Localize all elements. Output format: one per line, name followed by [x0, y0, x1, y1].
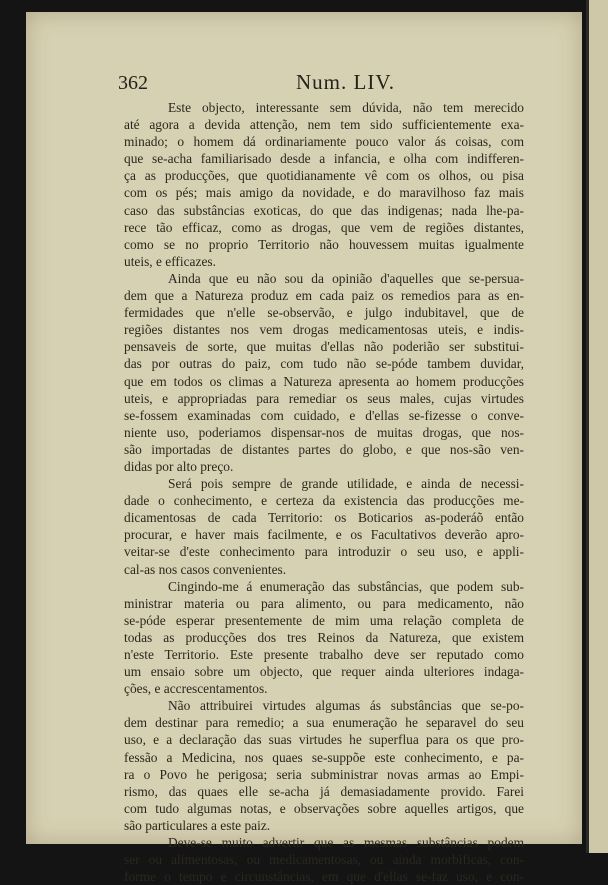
text-line: Deve-se muito advertir que as mesmas substâncias podem	[168, 835, 524, 851]
text-line: veitar-se d'este conhecimento para introduzir o seu uso, e appli-	[124, 544, 524, 560]
text-line: didas por alto preço.	[124, 458, 234, 474]
text-line: se-póde esperar presentemente de mim uma relação completa de	[124, 612, 524, 628]
text-line: minado; o homem dá ordinariamente pouco valor ás coisas, com	[124, 134, 524, 150]
text-line: Cingindo-me á enumeração das substâncias, que podem sub-	[168, 578, 524, 594]
text-line: que em todos os climas a Natureza apresenta ao homem producções	[124, 373, 524, 389]
text-line: uso, e a declaração das suas virtudes he superflua para os que pro-	[124, 732, 524, 748]
text-line: são importadas de distantes partes do globo, e que nos-são ven-	[124, 441, 524, 457]
text-line: se-fossem examinadas com cuidado, e d'ellas se-fizesse o conve-	[124, 407, 524, 423]
text-line: Este objecto, interessante sem dúvida, não tem merecido	[168, 100, 524, 115]
text-line: um ensaio sobre um objecto, que requer ainda ulteriores indaga-	[124, 664, 524, 680]
text-line: Será pois sempre de grande utilidade, e ainda de necessi-	[168, 476, 524, 492]
text-line: ções, e accrescentamentos.	[124, 681, 268, 697]
text-line: fessão a Medicina, nos quaes se-suppõe este conhecimento, e pa-	[124, 749, 524, 765]
text-line: rece tão efficaz, como as drogas, que vem de regiões distantes,	[124, 219, 524, 235]
text-line: niente uso, poderiamos dispensar-nos de muitas drogas, que nos-	[124, 424, 524, 440]
text-line: ra o Povo he perigosa; seria subministrar novas armas ao Empi-	[124, 766, 524, 782]
text-line: uteis, e appropriadas para remediar os seus males, cujas virtudes	[124, 390, 524, 406]
text-line: n'este Territorio. Este presente trabalho deve ser reputado como	[124, 647, 524, 662]
text-line: pensaveis de sorte, que muitas d'ellas não poderião ser substitui-	[124, 339, 524, 355]
text-line: cal-as nos casos convenientes.	[124, 561, 287, 577]
text-line: rismo, das quaes elle se-acha já demasiadamente provido. Farei	[124, 783, 524, 799]
running-head: Num. LIV.	[296, 70, 396, 94]
page-number: 362	[118, 72, 148, 94]
text-line: como se no proprio Territorio não houvessem muitas igualmente	[124, 236, 524, 252]
text-line: até agora a devida attenção, nem tem sido sufficientemente exa-	[124, 117, 524, 133]
text-line: ça as producções, que quotidianamente vê com os olhos, ou pisa	[124, 168, 524, 184]
text-line: dem que a Natureza produz em cada paiz os remedios para as en-	[124, 288, 524, 304]
text-line: Não attribuirei virtudes algumas ás substâncias que se-po-	[168, 698, 524, 714]
text-line: todas as producções dos tres Reinos da Natureza, que existem	[124, 629, 524, 645]
text-line: dade o conhecimento, e certeza da existencia das producções me-	[124, 493, 524, 509]
text-line: com tudo algumas notas, e observações sobre aquelles artigos, que	[124, 800, 524, 816]
text-line: Ainda que eu não sou da opinião d'aquelles que se-persua-	[168, 270, 524, 286]
text-line: dem destinar para remedio; a sua enumeração he separavel do seu	[124, 715, 524, 731]
text-line: com os pés; mais amigo da novidade, e do maravilhoso faz mais	[124, 185, 524, 201]
adjacent-page-edge	[586, 0, 608, 853]
text-line: que se-acha familiarisado desde a infancia, e olha com indifferen-	[124, 151, 524, 167]
text-line: uteis, e efficazes.	[124, 253, 216, 269]
text-line: procurar, e haver mais facilmente, e os Facultativos deverão apro-	[124, 527, 524, 543]
text-line: ministrar materia ou para alimento, ou para medicamento, não	[124, 595, 524, 611]
text-line: regiões distantes nos vem drogas medicamentosas uteis, e indis-	[124, 322, 524, 338]
text-line: forme o tempo e circunstâncias, em que d'ellas se-faz uso, e con-	[124, 869, 524, 885]
text-line: caso das substâncias exoticas, do que das indigenas; nada lhe-pa-	[124, 202, 524, 218]
text-line: são particulares a este paiz.	[124, 817, 271, 833]
text-line: ser ou alimentosas, ou medicamentosas, ou ainda morbificas, con-	[124, 852, 524, 868]
text-line: das por outras do paiz, com tudo não se-póde tambem duvidar,	[124, 356, 524, 372]
text-line: dicamentosas de cada Territorio: os Boticarios as-poderáõ então	[124, 510, 524, 526]
body-text	[124, 99, 524, 885]
text-line: fermidades que n'elle se-observão, e julgo indubitavel, que de	[124, 305, 524, 321]
